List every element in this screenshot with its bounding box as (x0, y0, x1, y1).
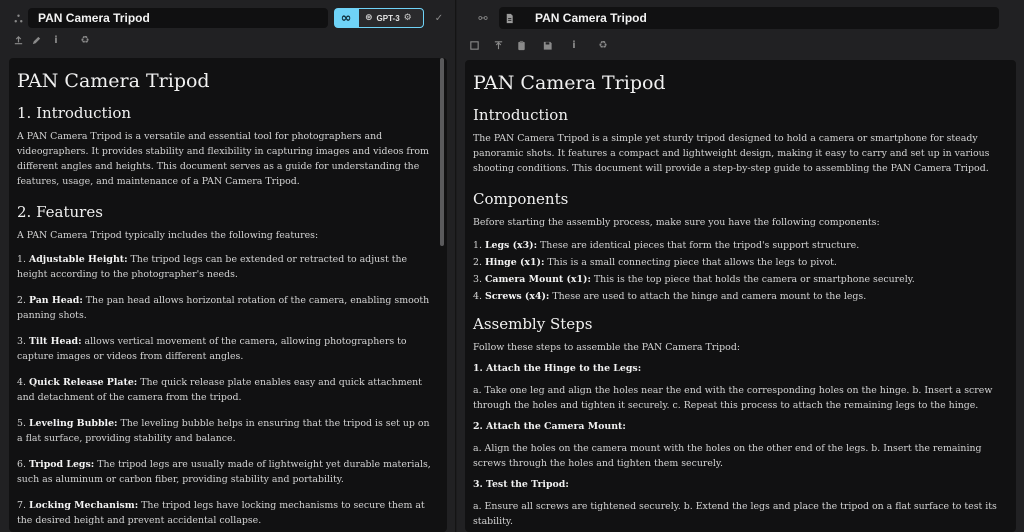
step-heading: 3. Test the Tripod: (473, 479, 569, 490)
info-icon[interactable]: i (54, 34, 58, 46)
right-topbar (457, 0, 1024, 36)
intro-heading: Introduction (473, 106, 568, 124)
pencil-icon[interactable] (30, 34, 42, 46)
feature-number: 3. (17, 336, 26, 347)
component-text: This is a small connecting piece that allows the legs to pivot. (547, 257, 837, 268)
model-selector[interactable] (358, 8, 424, 28)
right-document[interactable] (465, 60, 1016, 532)
feature-text: allows vertical movement of the camera, allowing photographers to capture images or videos from different angles. (17, 336, 407, 362)
upload-icon[interactable] (12, 34, 24, 46)
feature-number: 6. (17, 459, 26, 470)
doc-title: PAN Camera Tripod (473, 72, 666, 94)
feature-text: The pan head allows horizontal rotation of the camera, enabling smooth panning shots. (17, 295, 430, 321)
left-topbar (0, 0, 455, 36)
component-name: Camera Mount (x1): (484, 274, 591, 285)
title-input[interactable]: PAN Camera Tripod (28, 8, 328, 28)
feature-name: Leveling Bubble: (28, 418, 118, 429)
graph-icon[interactable] (12, 12, 24, 24)
component-number: 4. (473, 291, 482, 302)
steps-list (473, 363, 1006, 529)
step-text: a. Ensure all screws are tightened securely. b. Extend the legs and place the tripod on a flat surface to test its stability. (473, 501, 997, 527)
gear-icon[interactable]: ⚙ (403, 13, 412, 23)
select-box-icon[interactable] (468, 39, 480, 51)
feature-item (17, 375, 433, 405)
left-editor-pane (0, 0, 456, 532)
clipboard-icon[interactable] (515, 39, 527, 51)
left-scrollbar[interactable] (440, 58, 444, 246)
feature-item (17, 457, 433, 487)
left-document[interactable] (9, 58, 447, 532)
info-icon[interactable]: i (572, 39, 576, 51)
component-item (473, 271, 1006, 288)
component-name: Legs (x3): (484, 240, 538, 251)
model-label: GPT-3 (376, 13, 400, 23)
feature-number: 2. (17, 295, 26, 306)
feature-item (17, 334, 433, 364)
right-title-text: PAN Camera Tripod (535, 11, 647, 25)
feature-name: Adjustable Height: (28, 254, 128, 265)
feature-number: 7. (17, 500, 26, 511)
feature-item (17, 416, 433, 446)
intro-paragraph: A PAN Camera Tripod is a versatile and essential tool for photographers and videographers. It provides stability and flexibility in capturing images and videos from different angles and heights. This document serves as a guide for understanding the features, usage, and maintenance of a PAN Camera Tripod. (17, 131, 429, 187)
component-number: 3. (473, 274, 482, 285)
recycle-icon[interactable]: ♻ (80, 34, 90, 46)
step-text: a. Align the holes on the camera mount with the holes on the other end of the legs. b. Insert the remaining screws through the holes and tighten them securely. (473, 443, 982, 469)
infinity-icon: ∞ (340, 10, 352, 26)
doc-title: PAN Camera Tripod (17, 70, 210, 92)
features-list (17, 252, 433, 528)
feature-name: Pan Head: (28, 295, 83, 306)
right-editor-pane (457, 0, 1024, 532)
feature-item (17, 293, 433, 323)
export-icon[interactable] (492, 39, 504, 51)
feature-name: Tilt Head: (28, 336, 82, 347)
feature-text: The quick release plate enables easy and quick attachment and detachment of the camera from the tripod. (17, 377, 422, 403)
openai-icon: ⊛ (365, 13, 373, 23)
feature-number: 1. (17, 254, 26, 265)
left-toolbar (0, 32, 455, 54)
feature-name: Locking Mechanism: (28, 500, 139, 511)
feature-item (17, 252, 433, 282)
feature-item (17, 498, 433, 528)
right-title-input[interactable] (499, 7, 999, 29)
component-item (473, 254, 1006, 271)
feature-number: 4. (17, 377, 26, 388)
link-toggle-button[interactable] (334, 8, 358, 28)
feature-name: Quick Release Plate: (28, 377, 138, 388)
document-icon (503, 12, 515, 24)
features-intro: A PAN Camera Tripod typically includes the following features: (17, 230, 319, 241)
components-heading: Components (473, 190, 569, 208)
component-name: Hinge (x1): (484, 257, 545, 268)
intro-paragraph: The PAN Camera Tripod is a simple yet sturdy tripod designed to hold a camera or smartphone for steady panoramic shots. It features a compact and lightweight design, making it easy to carry and set up in various shooting conditions. This document will provide a step-by-step guide to assembling the PAN Camera Tripod. (473, 133, 990, 174)
step-text: a. Take one leg and align the holes near the end with the corresponding holes on the hinge. b. Insert a screw through the holes and tighten it securely. c. Repeat this process to attach the remaining legs to the hinge. (473, 385, 993, 411)
step-heading: 2. Attach the Camera Mount: (473, 421, 626, 432)
right-toolbar (457, 36, 1024, 58)
feature-name: Tripod Legs: (28, 459, 95, 470)
components-intro: Before starting the assembly process, make sure you have the following components: (473, 217, 880, 228)
component-number: 2. (473, 257, 482, 268)
component-text: This is the top piece that holds the camera or smartphone securely. (593, 274, 915, 285)
check-icon[interactable]: ✓ (434, 12, 444, 24)
component-item (473, 288, 1006, 305)
intro-heading: 1. Introduction (17, 104, 132, 122)
steps-intro: Follow these steps to assemble the PAN Camera Tripod: (473, 342, 740, 353)
save-icon[interactable] (541, 39, 553, 51)
feature-text: The leveling bubble helps in ensuring that the tripod is set up on a flat surface, providing stability and balance. (17, 418, 430, 444)
component-number: 1. (473, 240, 482, 251)
recycle-icon[interactable]: ♻ (598, 39, 608, 51)
feature-number: 5. (17, 418, 26, 429)
component-item (473, 237, 1006, 254)
feature-text: The tripod legs have locking mechanisms to secure them at the desired height and prevent accidental collapse. (17, 500, 425, 526)
components-list (473, 237, 1006, 305)
steps-heading: Assembly Steps (473, 315, 593, 333)
component-text: These are used to attach the hinge and camera mount to the legs. (552, 291, 867, 302)
features-heading: 2. Features (17, 203, 103, 221)
feature-text: The tripod legs can be extended or retracted to adjust the height according to the photographer's needs. (17, 254, 408, 280)
connect-icon[interactable]: ⚯ (478, 11, 488, 25)
component-name: Screws (x4): (484, 291, 550, 302)
component-text: These are identical pieces that form the tripod's support structure. (540, 240, 860, 251)
feature-text: The tripod legs are usually made of lightweight yet durable materials, such as aluminum or carbon fiber, providing stability and portability. (17, 459, 431, 485)
step-heading: 1. Attach the Hinge to the Legs: (473, 363, 642, 374)
